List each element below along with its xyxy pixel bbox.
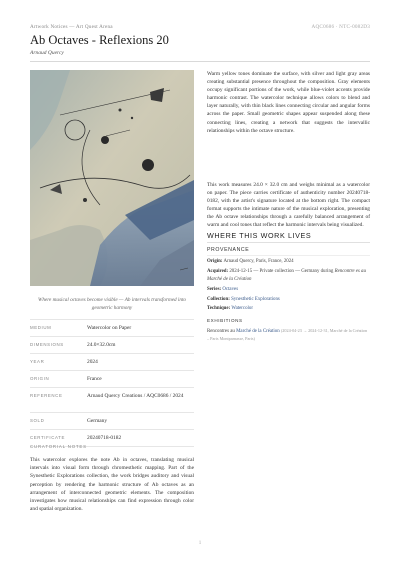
provenance-origin [207,258,370,266]
provenance-collection [207,296,370,304]
acquired-label: Acquired: [207,269,229,274]
metadata-table [30,319,194,447]
meta-value: Arnaud Quercy Creations / AQC0686 / 2024 [87,393,184,399]
provenance-acquired [207,268,370,283]
origin-label: Origin: [207,259,223,264]
artwork-caption: Where musical octaves become visible — Ab intervals transformed into geometric harmony [38,297,186,311]
meta-row [30,387,194,412]
meta-row [30,319,194,336]
exhibition-detail: (2024-04-23 → 2024-12-31, Marché de la Création – Paris Montparnasse, Paris) [207,328,368,342]
meta-key: SOLD [30,418,45,423]
artwork-title: Ab Octaves - Reflexions 20 [30,33,169,47]
meta-row [30,370,194,387]
meta-key: REFERENCE [30,393,63,398]
artwork-image [30,70,194,286]
artist-name: Arnaud Quercy [30,50,64,56]
curatorial-notes-heading: CURATORIAL NOTES [30,444,87,449]
meta-row [30,412,194,429]
meta-value: 24.0×32.0cm [87,342,116,348]
series-link[interactable]: Octaves [222,287,239,292]
provenance-series [207,286,370,294]
collection-line: Artwork Notices — Art Quest Arena [30,24,113,30]
divider [207,255,370,256]
exhibition-entry [207,327,370,343]
meta-value: 2024 [87,359,98,365]
meta-row [30,336,194,353]
exhibition-name: Rencontres au [207,329,235,334]
meta-key: ORIGIN [30,376,50,381]
meta-value: 20240718-0182 [87,435,122,441]
meta-key: DIMENSIONS [30,342,64,347]
exhibitions-heading: EXHIBITIONS [207,318,243,323]
collection-link[interactable]: Synesthetic Explorations [231,297,280,302]
meta-row [30,353,194,370]
collection-label: Collection: [207,297,230,302]
provenance-heading: PROVENANCE [207,247,250,253]
meta-value: Watercolor on Paper [87,325,132,331]
series-label: Series: [207,287,222,292]
provenance-technique [207,305,370,313]
page-number: 1 [198,541,202,546]
reference-code: AQC0686 · NTC-0082D3 [311,24,370,30]
technique-label: Technique: [207,306,231,311]
curatorial-notes-text: This watercolor explores the note Ab in octaves, translating musical intervals into visual form through chromesthetic mapping. Part of the Synesthetic Explorations collection, the work bridges auditory and visual perception by rendering the harmonic structure of Ab octaves as an arrangement of interconnected geometric elements. The composition investigates how musical relationships can find expression through color and spatial organization. [30,457,194,513]
where-heading: WHERE THIS WORK LIVES [207,231,312,240]
divider [207,242,370,243]
description-paragraph-2: This work measures 24.0 × 32.0 cm and weighs minimal as a watercolor on paper. The piece carries certificate of authenticity number 20240718-0182, with the artist's signature located at the bottom right. The compact format supports the intimate nature of the musical exploration, presenting the Ab octave relationships through a carefully balanced arrangement of warm and cool tones that reflect the harmonic intervals being visualized. [207,182,370,229]
technique-link[interactable]: Watercolor [231,306,253,311]
meta-key: MEDIUM [30,325,52,330]
meta-value: France [87,376,102,382]
divider [30,61,370,62]
meta-key: CERTIFICATE [30,435,65,440]
meta-key: YEAR [30,359,45,364]
meta-value: Germany [87,418,108,424]
acquired-event: Rencontre es au Marché de la Création [207,269,366,282]
artwork-painting [30,70,194,286]
acquired-value: 2024-12-15 — Private collection — Germany during [229,269,334,274]
description-paragraph-1: Warm yellow tones dominate the surface, with silver and light gray areas creating substantial presence throughout the composition. Gray elements occupy significant portions of the work, while blue-violet accents provide harmonic contrast. The watercolor technique allows colors to blend and layer naturally, with thin black lines connecting circular and angular forms across the paper. Small geometric shapes appear suspended along these connecting lines, creating a network that suggests the intervallic relationships within the octave structure. [207,71,370,134]
origin-value: Arnaud Quercy, Paris, France, 2024 [223,259,294,264]
exhibition-link[interactable]: Marché de la Création [236,329,280,334]
